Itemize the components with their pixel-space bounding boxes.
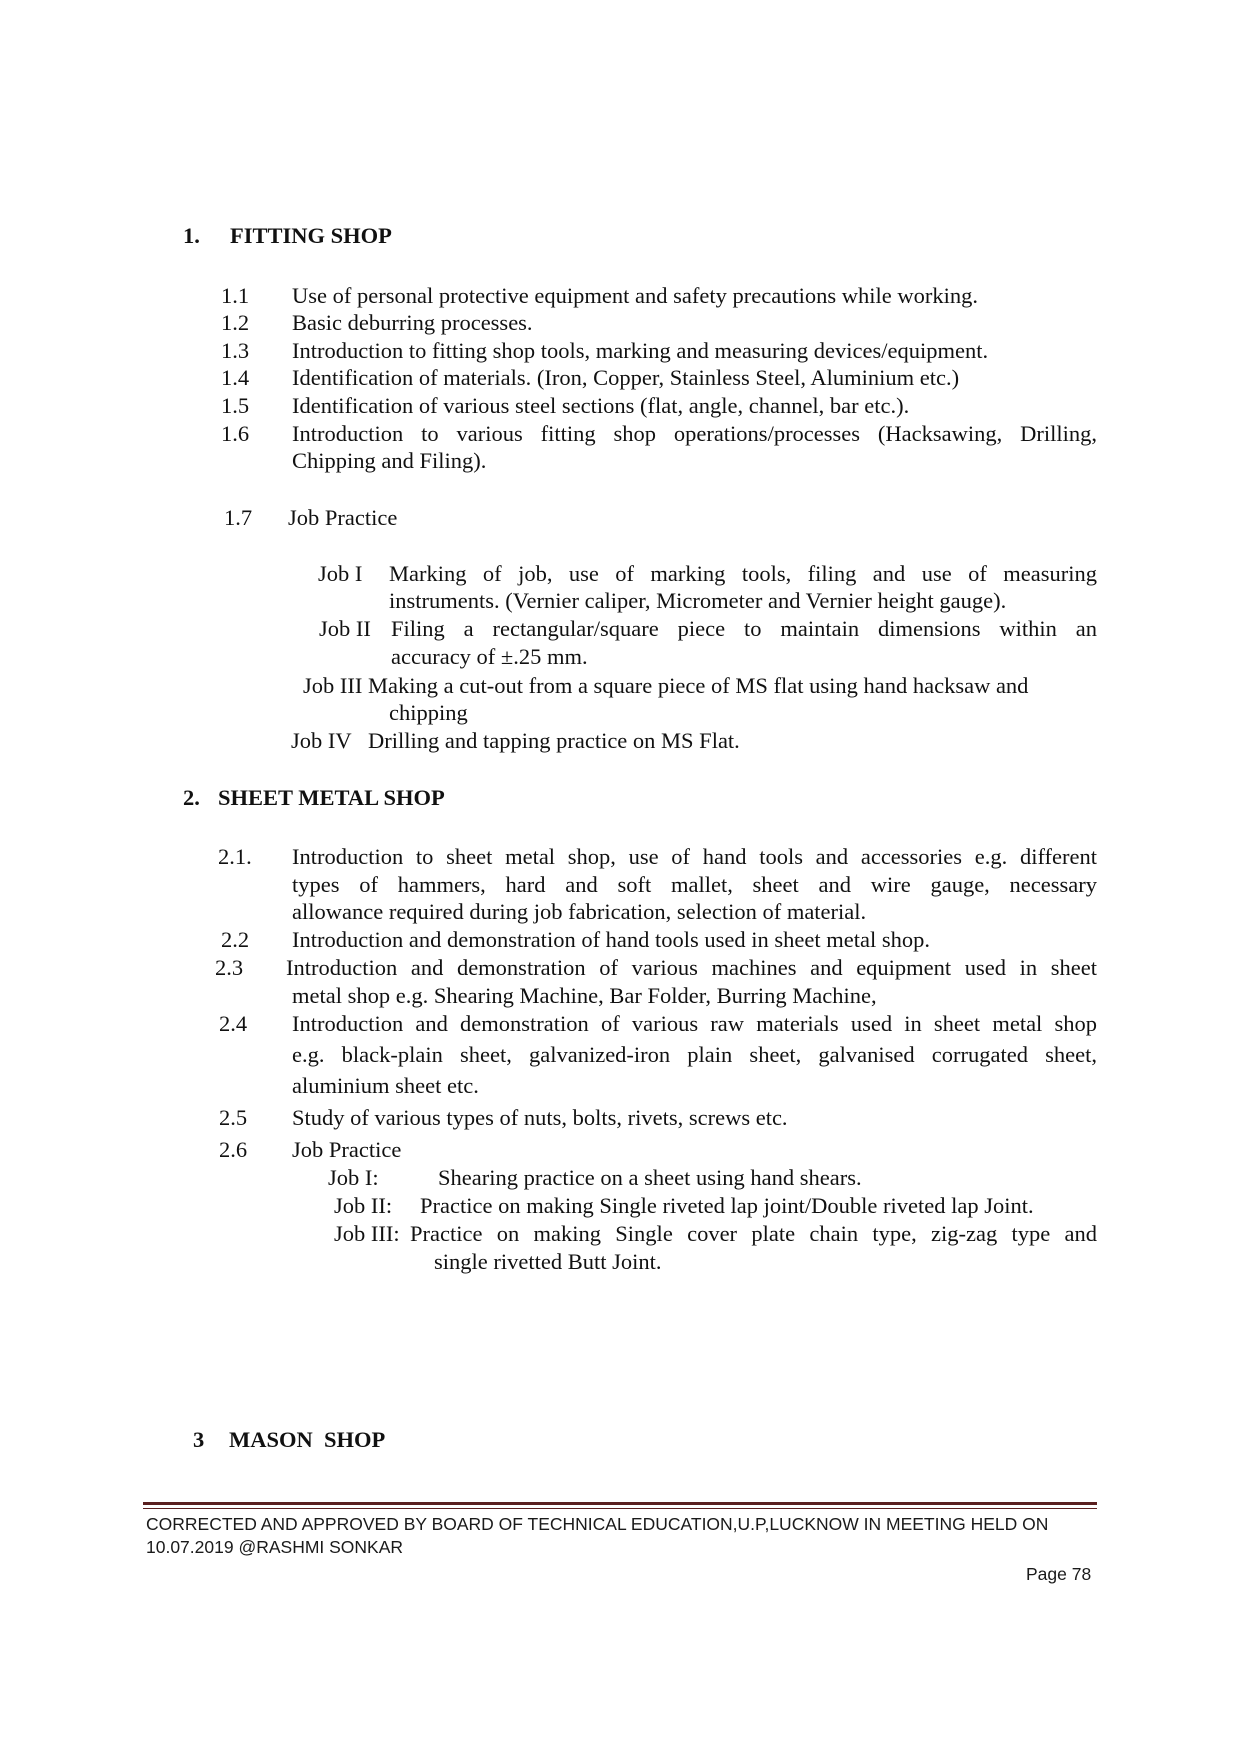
item-number: 1.5 — [221, 393, 250, 418]
job-label: Job I — [318, 561, 363, 586]
job-label: Job IV — [291, 728, 352, 753]
job-text: Practice on making Single cover plate chain type, zig-zag type and — [410, 1221, 1097, 1246]
section-3-heading — [193, 1426, 386, 1453]
item-text: Introduction and demonstration of hand tools used in sheet metal shop. — [292, 927, 931, 952]
item-text: Job Practice — [292, 1137, 402, 1162]
job-label: Job II — [319, 616, 371, 641]
job-practice-label: Job Practice — [288, 505, 398, 530]
section-number: 2. — [183, 785, 200, 810]
section-2-heading — [183, 784, 445, 811]
item-number: 1.2 — [221, 310, 250, 335]
page-number: Page 78 — [1026, 1564, 1092, 1584]
item-number: 1.6 — [221, 421, 250, 446]
section-number: 3 — [193, 1427, 205, 1452]
section-title: FITTING SHOP — [230, 223, 392, 248]
item-number: 2.5 — [219, 1105, 248, 1130]
item-text: Chipping and Filing). — [292, 448, 487, 473]
job-label: Job I: — [328, 1165, 379, 1190]
job-text: instruments. (Vernier caliper, Micrometer and Vernier height gauge). — [389, 588, 1007, 613]
item-text: Study of various types of nuts, bolts, rivets, screws etc. — [292, 1105, 788, 1130]
section-title: SHEET METAL SHOP — [218, 785, 445, 810]
item-number: 1.4 — [221, 365, 250, 390]
item-text: Introduction and demonstration of various raw materials used in sheet metal shop — [292, 1011, 1097, 1036]
job-text: accuracy of ±.25 mm. — [391, 644, 588, 669]
job-label: Job III — [303, 673, 363, 698]
item-number: 2.6 — [219, 1137, 248, 1162]
item-number: 2.4 — [219, 1011, 248, 1036]
job-text: Drilling and tapping practice on MS Flat. — [368, 728, 740, 753]
item-text: Identification of materials. (Iron, Copper, Stainless Steel, Aluminium etc.) — [292, 365, 960, 390]
item-number: 2.3 — [215, 955, 244, 980]
item-text: e.g. black-plain sheet, galvanized-iron plain sheet, galvanised corrugated sheet, — [292, 1042, 1097, 1067]
job-text: chipping — [389, 700, 468, 725]
job-label: Job II: — [334, 1193, 393, 1218]
job-label: Job III: — [334, 1221, 400, 1246]
section-1-heading — [183, 222, 392, 249]
item-number: 2.2 — [221, 927, 250, 952]
item-text: types of hammers, hard and soft mallet, sheet and wire gauge, necessary — [292, 872, 1097, 897]
item-text: aluminium sheet etc. — [292, 1073, 479, 1098]
item-number: 1.7 — [224, 505, 253, 530]
item-number: 1.3 — [221, 338, 250, 363]
footer-approval-line: CORRECTED AND APPROVED BY BOARD OF TECHNICAL EDUCATION,U.P,LUCKNOW IN MEETING HELD ON — [146, 1514, 1049, 1534]
item-text: Introduction to fitting shop tools, marking and measuring devices/equipment. — [292, 338, 989, 363]
item-text: allowance required during job fabrication, selection of material. — [292, 899, 867, 924]
footer-rule-thin — [143, 1508, 1097, 1509]
item-text: metal shop e.g. Shearing Machine, Bar Folder, Burring Machine, — [292, 983, 877, 1008]
job-text: Making a cut-out from a square piece of MS flat using hand hacksaw and — [368, 673, 1029, 698]
job-text: Marking of job, use of marking tools, filing and use of measuring — [389, 561, 1097, 586]
item-text: Introduction to sheet metal shop, use of hand tools and accessories e.g. different — [292, 844, 1097, 869]
item-text: Use of personal protective equipment and safety precautions while working. — [292, 283, 979, 308]
footer-date-author: 10.07.2019 @RASHMI SONKAR — [146, 1537, 404, 1557]
job-text: Filing a rectangular/square piece to maintain dimensions within an — [391, 616, 1097, 641]
footer-rule — [143, 1502, 1097, 1505]
item-text: Introduction and demonstration of various machines and equipment used in sheet — [286, 955, 1097, 980]
job-text: Shearing practice on a sheet using hand shears. — [438, 1165, 862, 1190]
section-number: 1. — [183, 223, 200, 248]
section-title: MASON SHOP — [229, 1427, 386, 1452]
item-text: Basic deburring processes. — [292, 310, 533, 335]
job-text: Practice on making Single riveted lap joint/Double riveted lap Joint. — [420, 1193, 1034, 1218]
item-text: Introduction to various fitting shop operations/processes (Hacksawing, Drilling, — [292, 421, 1097, 446]
item-number: 2.1. — [218, 844, 252, 869]
item-number: 1.1 — [221, 283, 250, 308]
item-text: Identification of various steel sections (flat, angle, channel, bar etc.). — [292, 393, 910, 418]
job-text: single rivetted Butt Joint. — [434, 1249, 662, 1274]
